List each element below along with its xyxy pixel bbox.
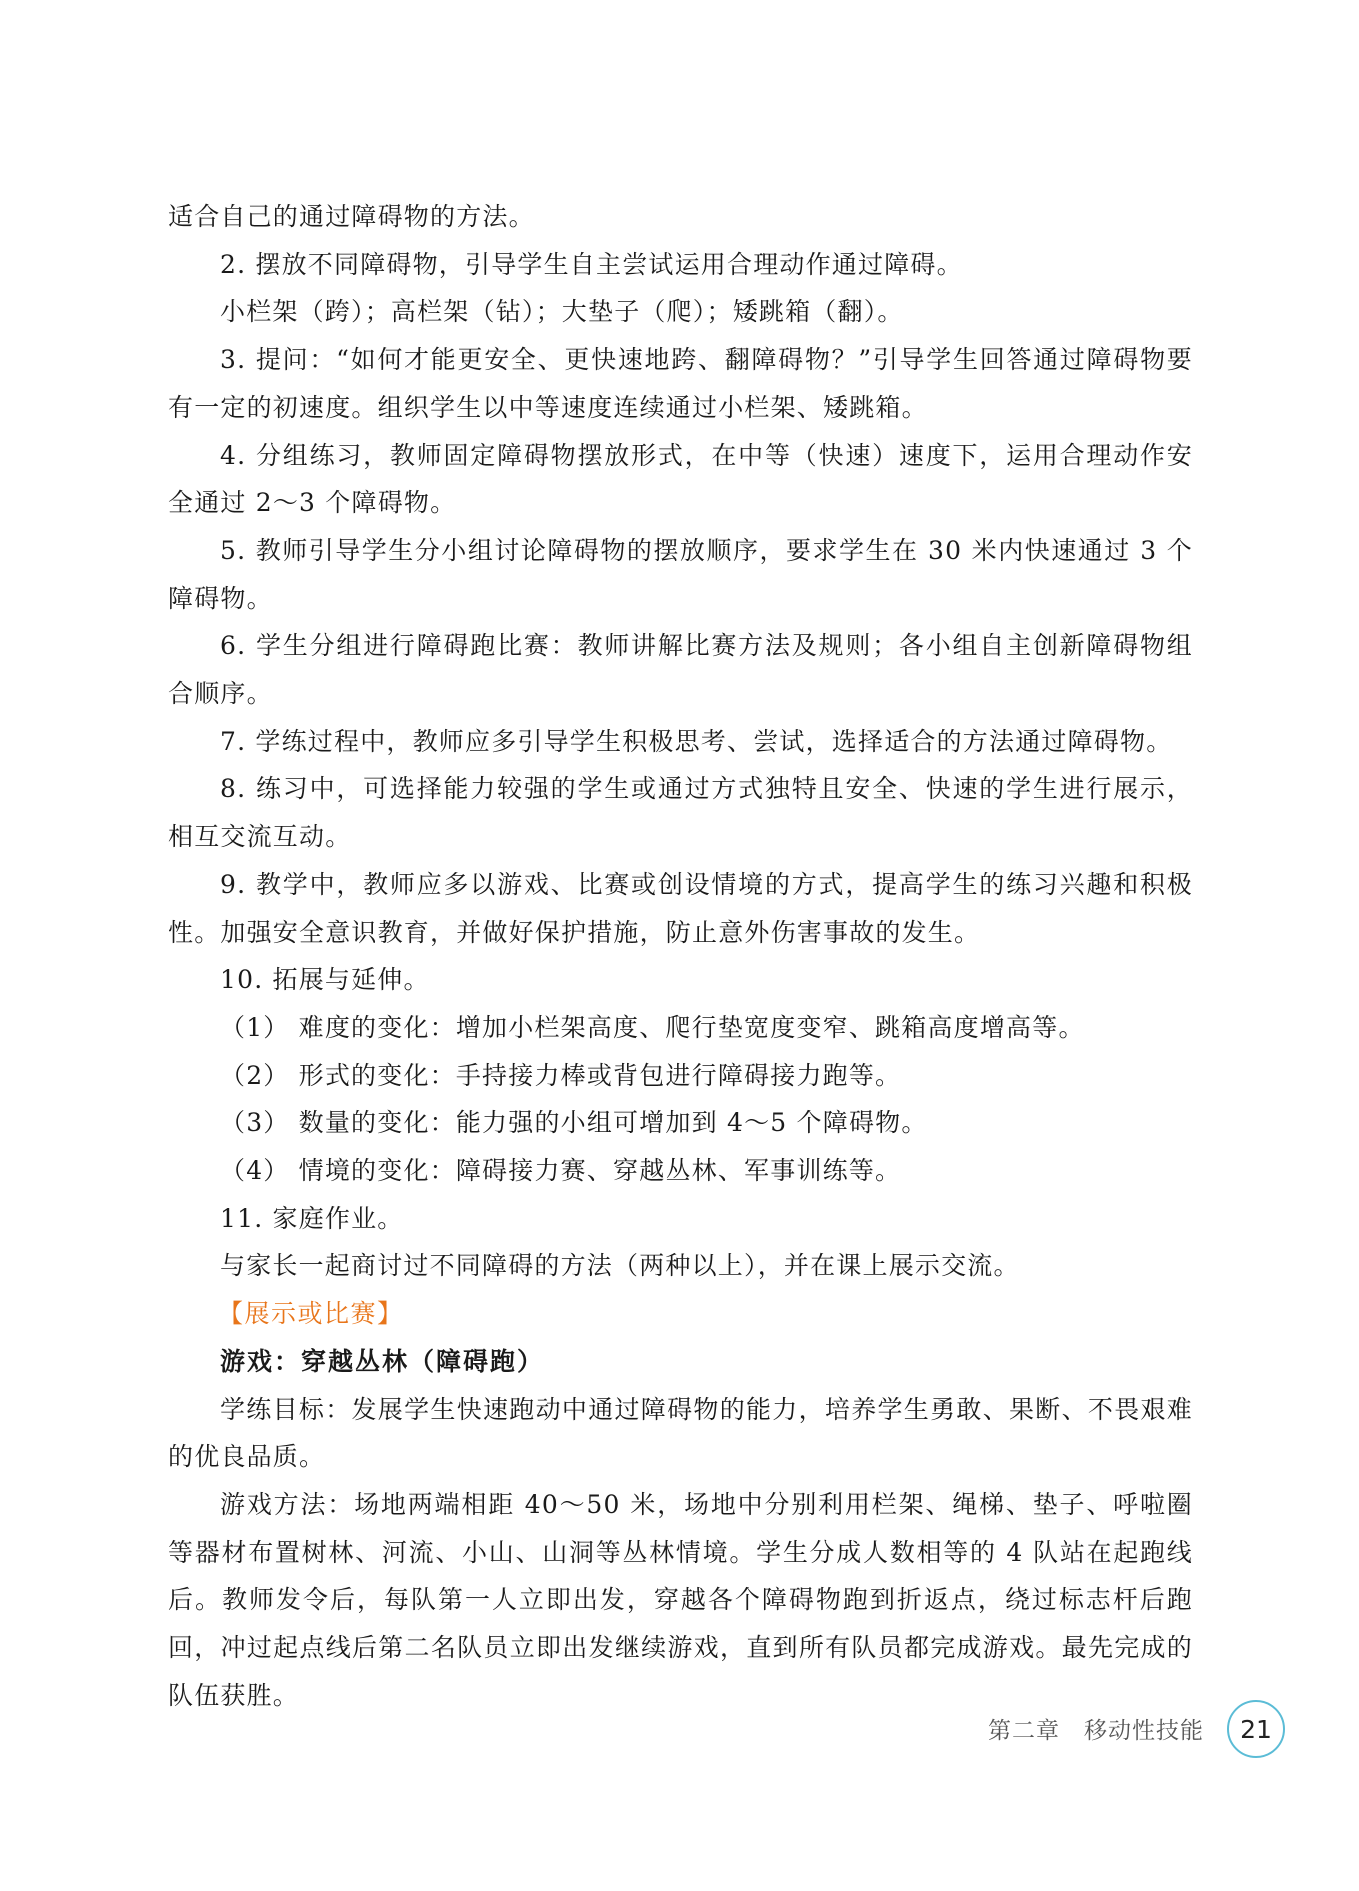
section-heading-text: 【展示或比赛】 xyxy=(218,1299,404,1329)
paragraph-1: 2. 摆放不同障碍物，引导学生自主尝试运用合理动作通过障碍。 xyxy=(220,249,963,279)
paragraph-0: 适合自己的通过障碍物的方法。 xyxy=(168,202,535,231)
page-number: 21 xyxy=(1227,1700,1285,1758)
game-paragraph-1: 游戏方法：场地两端相距 40～50 米，场地中分别利用栏架、绳梯、垫子、呼啦圈等器材布置树林、河流、小山、山洞等丛林情境。学生分成人数相等的 4 队站在起跑线后。教师发令后，每队第一人立即出发，穿越各个障碍物跑到折返点，绕过标志杆后跑回，冲过起点线后第二名队员立即出发继续游戏，直到所有队员都完成游戏。最先完成的队伍获胜。 xyxy=(168,1489,1193,1710)
paragraph-7: 7. 学练过程中，教师应多引导学生积极思考、尝试，选择适合的方法通过障碍物。 xyxy=(220,726,1173,756)
page-footer xyxy=(988,1700,1330,1756)
paragraph-8: 8. 练习中，可选择能力较强的学生或通过方式独特且安全、快速的学生进行展示，相互交流互动。 xyxy=(168,774,1193,852)
paragraph-5: 5. 教师引导学生分小组讨论障碍物的摆放顺序，要求学生在 30 米内快速通过 3 个障碍物。 xyxy=(168,535,1193,613)
paragraph-11: （1） 难度的变化：增加小栏架高度、爬行垫宽度变窄、跳箱高度增高等。 xyxy=(220,1012,1085,1042)
paragraph-6: 6. 学生分组进行障碍跑比赛：教师讲解比赛方法及规则；各小组自主创新障碍物组合顺序。 xyxy=(168,631,1193,709)
game-title xyxy=(168,1338,1193,1386)
game-paragraph-0: 学练目标：发展学生快速跑动中通过障碍物的能力，培养学生勇敢、果断、不畏艰难的优良品质。 xyxy=(168,1394,1193,1472)
paragraph-3: 3. 提问：“如何才能更安全、更快速地跨、翻障碍物？”引导学生回答通过障碍物要有一定的初速度。组织学生以中等速度连续通过小栏架、矮跳箱。 xyxy=(168,345,1193,422)
paragraph-9: 9. 教学中，教师应多以游戏、比赛或创设情境的方式，提高学生的练习兴趣和积极性。加强安全意识教育，并做好保护措施，防止意外伤害事故的发生。 xyxy=(168,869,1193,947)
paragraph-12: （2） 形式的变化：手持接力棒或背包进行障碍接力跑等。 xyxy=(220,1060,902,1090)
chapter-title: 第二章 移动性技能 xyxy=(988,1718,1204,1744)
game-title-text: 游戏：穿越丛林（障碍跑） xyxy=(220,1346,545,1376)
paragraph-14: （4） 情境的变化：障碍接力赛、穿越丛林、军事训练等。 xyxy=(220,1156,902,1186)
section-heading xyxy=(168,1290,1193,1338)
paragraph-16: 与家长一起商讨过不同障碍的方法（两种以上），并在课上展示交流。 xyxy=(220,1251,1020,1281)
paragraph-10: 10. 拓展与延伸。 xyxy=(220,965,430,995)
main-content xyxy=(168,193,1193,1720)
paragraph-2: 小栏架（跨）；高栏架（钻）；大垫子（爬）；矮跳箱（翻）。 xyxy=(220,297,904,327)
paragraph-13: （3） 数量的变化：能力强的小组可增加到 4～5 个障碍物。 xyxy=(220,1108,928,1138)
paragraph-15: 11. 家庭作业。 xyxy=(220,1203,404,1233)
paragraph-4: 4. 分组练习，教师固定障碍物摆放形式，在中等（快速）速度下，运用合理动作安全通过 2～3 个障碍物。 xyxy=(168,440,1193,518)
